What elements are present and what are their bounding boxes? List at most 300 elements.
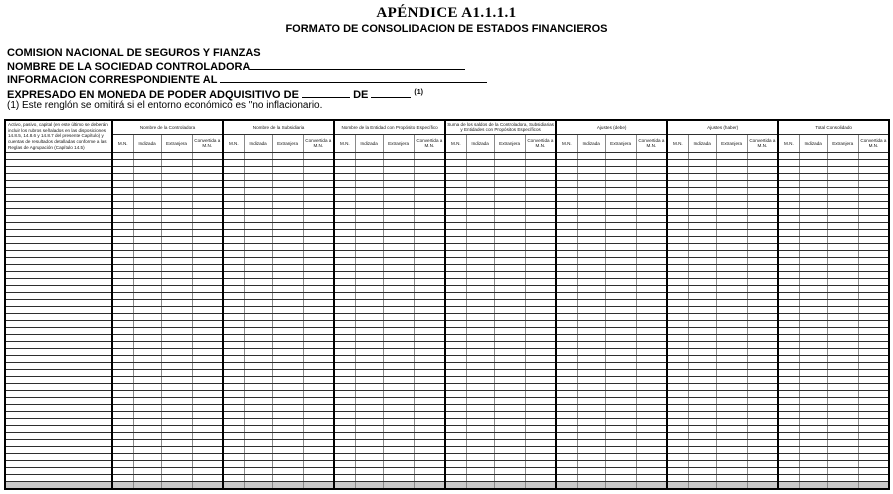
subcolumn-header: M.N. — [112, 134, 133, 152]
grid-cell — [778, 474, 799, 481]
grid-cell — [133, 159, 161, 166]
grid-cell — [525, 299, 556, 306]
grid-cell — [112, 236, 133, 243]
column-group-header-0: Nombre de la Controladora — [112, 120, 223, 134]
grid-cell — [244, 166, 272, 173]
subcolumn-header: M.N. — [223, 134, 244, 152]
grid-cell — [525, 306, 556, 313]
grid-cell — [414, 222, 445, 229]
grid-cell — [244, 313, 272, 320]
grid-cell — [445, 173, 466, 180]
grid-cell — [716, 306, 747, 313]
grid-cell — [334, 313, 355, 320]
subcolumn-header: Extranjera — [494, 134, 525, 152]
grid-cell — [525, 453, 556, 460]
grid-cell — [445, 362, 466, 369]
grid-cell — [716, 271, 747, 278]
grid-cell — [303, 152, 334, 159]
grid-cell — [556, 208, 577, 215]
grid-cell — [272, 285, 303, 292]
grid-cell — [272, 327, 303, 334]
currency-line — [7, 86, 893, 99]
grid-cell — [133, 481, 161, 489]
grid-cell — [244, 481, 272, 489]
grid-cell — [192, 285, 223, 292]
grid-cell — [272, 383, 303, 390]
grid-cell — [414, 180, 445, 187]
grid-cell — [192, 159, 223, 166]
grid-cell — [414, 446, 445, 453]
grid-cell — [858, 278, 889, 285]
grid-cell — [636, 432, 667, 439]
grid-cell — [827, 208, 858, 215]
grid-cell — [244, 194, 272, 201]
grid-cell — [667, 166, 688, 173]
grid-cell — [133, 285, 161, 292]
table-row — [5, 334, 889, 341]
grid-cell — [636, 327, 667, 334]
grid-cell — [272, 418, 303, 425]
grid-cell — [112, 474, 133, 481]
grid-cell — [525, 229, 556, 236]
grid-cell — [858, 404, 889, 411]
table-row — [5, 194, 889, 201]
grid-cell — [355, 285, 383, 292]
grid-cell — [556, 180, 577, 187]
grid-cell — [716, 285, 747, 292]
grid-cell — [223, 180, 244, 187]
grid-cell — [414, 166, 445, 173]
grid-cell — [667, 292, 688, 299]
grid-cell — [858, 243, 889, 250]
grid-cell — [334, 264, 355, 271]
grid-cell — [778, 411, 799, 418]
grid-cell — [244, 383, 272, 390]
grid-cell — [556, 383, 577, 390]
row-descriptor-cell — [5, 362, 112, 369]
grid-cell — [799, 362, 827, 369]
grid-cell — [799, 313, 827, 320]
grid-cell — [688, 306, 716, 313]
subcolumn-header: Convertida a M.N. — [303, 134, 334, 152]
grid-cell — [747, 348, 778, 355]
grid-cell — [112, 306, 133, 313]
grid-cell — [716, 166, 747, 173]
grid-cell — [799, 222, 827, 229]
row-descriptor-cell — [5, 376, 112, 383]
grid-cell — [688, 180, 716, 187]
grid-cell — [192, 362, 223, 369]
grid-cell — [112, 243, 133, 250]
grid-cell — [799, 264, 827, 271]
grid-cell — [133, 180, 161, 187]
subcolumn-header: Indizada — [799, 134, 827, 152]
grid-cell — [466, 278, 494, 285]
grid-cell — [133, 271, 161, 278]
currency-blank-field-2 — [371, 88, 411, 98]
grid-cell — [605, 320, 636, 327]
grid-cell — [192, 243, 223, 250]
grid-cell — [466, 362, 494, 369]
grid-cell — [858, 481, 889, 489]
grid-cell — [223, 355, 244, 362]
row-descriptor-cell — [5, 481, 112, 489]
grid-cell — [303, 271, 334, 278]
grid-cell — [716, 152, 747, 159]
grid-cell — [636, 474, 667, 481]
grid-cell — [688, 390, 716, 397]
grid-cell — [244, 446, 272, 453]
grid-cell — [223, 411, 244, 418]
grid-cell — [799, 446, 827, 453]
controller-label: NOMBRE DE LA SOCIEDAD CONTROLADORA — [7, 61, 251, 73]
grid-cell — [716, 383, 747, 390]
grid-cell — [667, 236, 688, 243]
grid-cell — [383, 306, 414, 313]
row-descriptor-cell — [5, 334, 112, 341]
grid-cell — [577, 376, 605, 383]
grid-cell — [445, 229, 466, 236]
grid-cell — [303, 453, 334, 460]
grid-cell — [355, 369, 383, 376]
grid-cell — [223, 152, 244, 159]
grid-cell — [355, 257, 383, 264]
grid-cell — [858, 285, 889, 292]
row-descriptor-cell — [5, 236, 112, 243]
grid-cell — [577, 404, 605, 411]
grid-cell — [827, 474, 858, 481]
grid-cell — [858, 208, 889, 215]
grid-cell — [161, 180, 192, 187]
grid-cell — [192, 425, 223, 432]
grid-cell — [466, 229, 494, 236]
grid-cell — [667, 376, 688, 383]
row-descriptor-cell — [5, 173, 112, 180]
grid-cell — [272, 369, 303, 376]
grid-cell — [161, 320, 192, 327]
grid-cell — [494, 411, 525, 418]
grid-cell — [161, 271, 192, 278]
grid-cell — [778, 369, 799, 376]
table-row — [5, 453, 889, 460]
grid-cell — [466, 320, 494, 327]
grid-cell — [525, 341, 556, 348]
grid-cell — [667, 369, 688, 376]
grid-cell — [334, 292, 355, 299]
grid-cell — [636, 334, 667, 341]
grid-cell — [223, 222, 244, 229]
row-descriptor-cell — [5, 446, 112, 453]
grid-cell — [192, 201, 223, 208]
grid-cell — [466, 222, 494, 229]
grid-cell — [577, 243, 605, 250]
grid-cell — [414, 194, 445, 201]
grid-cell — [112, 264, 133, 271]
grid-cell — [192, 397, 223, 404]
grid-cell — [445, 250, 466, 257]
grid-cell — [414, 467, 445, 474]
table-row — [5, 460, 889, 467]
grid-cell — [383, 250, 414, 257]
row-descriptor-cell — [5, 313, 112, 320]
grid-cell — [778, 264, 799, 271]
grid-cell — [133, 334, 161, 341]
grid-cell — [133, 418, 161, 425]
grid-cell — [747, 439, 778, 446]
grid-cell — [414, 334, 445, 341]
grid-cell — [716, 397, 747, 404]
grid-cell — [747, 285, 778, 292]
grid-cell — [858, 264, 889, 271]
grid-cell — [223, 362, 244, 369]
grid-cell — [636, 418, 667, 425]
grid-cell — [716, 278, 747, 285]
grid-cell — [355, 446, 383, 453]
grid-cell — [244, 460, 272, 467]
grid-cell — [716, 341, 747, 348]
grid-cell — [223, 432, 244, 439]
grid-cell — [556, 418, 577, 425]
grid-cell — [466, 418, 494, 425]
grid-cell — [605, 285, 636, 292]
grid-cell — [688, 229, 716, 236]
grid-cell — [383, 257, 414, 264]
grid-cell — [244, 299, 272, 306]
grid-cell — [827, 229, 858, 236]
grid-cell — [688, 432, 716, 439]
grid-cell — [667, 362, 688, 369]
grid-cell — [858, 460, 889, 467]
grid-cell — [466, 411, 494, 418]
grid-cell — [244, 320, 272, 327]
subcolumn-header: Convertida a M.N. — [747, 134, 778, 152]
grid-cell — [466, 425, 494, 432]
grid-cell — [556, 299, 577, 306]
grid-cell — [858, 250, 889, 257]
grid-cell — [244, 264, 272, 271]
grid-cell — [778, 271, 799, 278]
grid-cell — [525, 201, 556, 208]
grid-cell — [556, 404, 577, 411]
grid-cell — [334, 285, 355, 292]
grid-cell — [272, 222, 303, 229]
grid-cell — [355, 292, 383, 299]
grid-cell — [303, 264, 334, 271]
grid-cell — [112, 453, 133, 460]
grid-cell — [688, 152, 716, 159]
grid-cell — [577, 327, 605, 334]
grid-cell — [605, 467, 636, 474]
grid-cell — [494, 159, 525, 166]
grid-cell — [334, 229, 355, 236]
grid-cell — [383, 404, 414, 411]
grid-cell — [827, 159, 858, 166]
grid-cell — [445, 369, 466, 376]
grid-cell — [636, 348, 667, 355]
grid-cell — [192, 460, 223, 467]
grid-cell — [525, 397, 556, 404]
grid-cell — [577, 418, 605, 425]
grid-cell — [133, 362, 161, 369]
grid-cell — [112, 187, 133, 194]
grid-cell — [827, 362, 858, 369]
grid-cell — [161, 243, 192, 250]
grid-cell — [414, 236, 445, 243]
grid-cell — [272, 299, 303, 306]
grid-cell — [244, 159, 272, 166]
grid-cell — [778, 334, 799, 341]
grid-cell — [636, 320, 667, 327]
grid-cell — [747, 446, 778, 453]
grid-cell — [667, 313, 688, 320]
grid-cell — [494, 152, 525, 159]
grid-cell — [858, 439, 889, 446]
grid-cell — [716, 250, 747, 257]
grid-cell — [223, 250, 244, 257]
grid-cell — [799, 250, 827, 257]
grid-cell — [494, 460, 525, 467]
grid-cell — [716, 404, 747, 411]
grid-cell — [858, 299, 889, 306]
grid-cell — [355, 208, 383, 215]
grid-cell — [577, 390, 605, 397]
grid-cell — [747, 243, 778, 250]
grid-cell — [272, 341, 303, 348]
grid-cell — [577, 229, 605, 236]
grid-cell — [636, 152, 667, 159]
grid-cell — [799, 467, 827, 474]
currency-blank-field-1 — [302, 88, 350, 98]
grid-cell — [383, 481, 414, 489]
grid-cell — [192, 222, 223, 229]
grid-cell — [799, 460, 827, 467]
grid-cell — [605, 166, 636, 173]
grid-cell — [494, 285, 525, 292]
grid-cell — [223, 320, 244, 327]
grid-cell — [525, 481, 556, 489]
subcolumn-header: Indizada — [466, 134, 494, 152]
grid-cell — [799, 390, 827, 397]
table-row — [5, 439, 889, 446]
grid-cell — [827, 404, 858, 411]
grid-cell — [577, 306, 605, 313]
grid-cell — [112, 194, 133, 201]
grid-cell — [112, 439, 133, 446]
grid-cell — [355, 201, 383, 208]
grid-cell — [556, 159, 577, 166]
grid-cell — [303, 187, 334, 194]
grid-cell — [303, 341, 334, 348]
grid-cell — [667, 334, 688, 341]
grid-cell — [747, 229, 778, 236]
grid-cell — [688, 250, 716, 257]
grid-cell — [556, 250, 577, 257]
grid-cell — [577, 411, 605, 418]
grid-cell — [605, 411, 636, 418]
grid-cell — [667, 348, 688, 355]
grid-cell — [688, 418, 716, 425]
grid-cell — [112, 425, 133, 432]
grid-cell — [494, 397, 525, 404]
grid-cell — [445, 313, 466, 320]
grid-cell — [605, 194, 636, 201]
grid-cell — [778, 243, 799, 250]
grid-cell — [223, 215, 244, 222]
grid-cell — [466, 397, 494, 404]
grid-cell — [577, 152, 605, 159]
grid-cell — [466, 404, 494, 411]
column-group-header-3: Suma de los saldos de la Controladora, Subsidiarias y Entidades con Propósitos Específicos — [445, 120, 556, 134]
grid-cell — [223, 257, 244, 264]
grid-cell — [445, 320, 466, 327]
grid-cell — [525, 467, 556, 474]
grid-cell — [525, 355, 556, 362]
grid-cell — [577, 362, 605, 369]
grid-cell — [303, 418, 334, 425]
grid-cell — [827, 236, 858, 243]
grid-cell — [272, 271, 303, 278]
grid-cell — [525, 271, 556, 278]
grid-cell — [799, 187, 827, 194]
grid-cell — [636, 194, 667, 201]
grid-cell — [605, 152, 636, 159]
grid-cell — [636, 460, 667, 467]
grid-cell — [556, 215, 577, 222]
grid-cell — [667, 327, 688, 334]
grid-cell — [303, 348, 334, 355]
grid-cell — [466, 208, 494, 215]
row-descriptor-cell — [5, 306, 112, 313]
grid-cell — [466, 173, 494, 180]
grid-cell — [272, 453, 303, 460]
grid-cell — [303, 334, 334, 341]
grid-cell — [799, 152, 827, 159]
table-row — [5, 243, 889, 250]
grid-cell — [494, 418, 525, 425]
grid-cell — [605, 159, 636, 166]
grid-cell — [303, 285, 334, 292]
table-row — [5, 348, 889, 355]
grid-cell — [747, 397, 778, 404]
table-row — [5, 369, 889, 376]
grid-cell — [272, 376, 303, 383]
grid-cell — [827, 348, 858, 355]
grid-cell — [161, 397, 192, 404]
grid-cell — [667, 467, 688, 474]
subcolumn-header: Indizada — [577, 134, 605, 152]
grid-cell — [799, 285, 827, 292]
grid-cell — [525, 278, 556, 285]
grid-cell — [414, 264, 445, 271]
grid-cell — [667, 229, 688, 236]
grid-cell — [636, 313, 667, 320]
grid-cell — [445, 299, 466, 306]
grid-cell — [494, 194, 525, 201]
grid-cell — [577, 299, 605, 306]
grid-cell — [747, 215, 778, 222]
grid-cell — [525, 432, 556, 439]
grid-cell — [466, 439, 494, 446]
grid-cell — [414, 271, 445, 278]
table-row — [5, 222, 889, 229]
grid-cell — [272, 355, 303, 362]
grid-cell — [192, 299, 223, 306]
table-row — [5, 474, 889, 481]
grid-cell — [525, 187, 556, 194]
grid-cell — [161, 299, 192, 306]
grid-cell — [192, 348, 223, 355]
grid-cell — [799, 166, 827, 173]
